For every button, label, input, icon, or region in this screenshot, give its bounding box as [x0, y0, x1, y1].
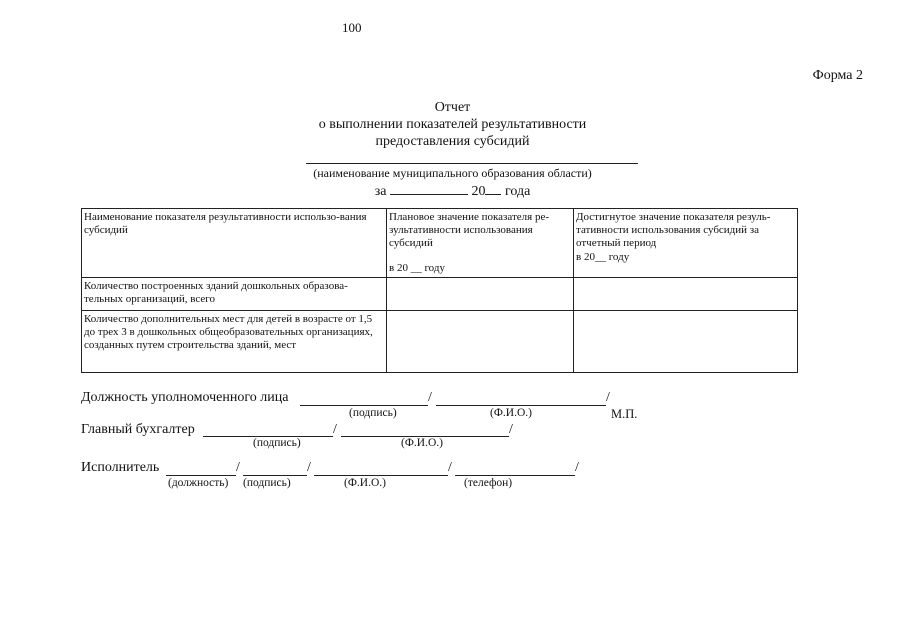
header-planned-year: в 20 __ году — [389, 262, 445, 274]
header-planned-text: Плановое значение показателя ре-зультативности использования субсидий — [389, 211, 550, 249]
slash-separator: / — [333, 422, 337, 437]
chief-accountant-label: Главный бухгалтер — [81, 422, 195, 437]
page-number: 100 — [342, 20, 362, 35]
executor-phone-line — [455, 475, 575, 476]
accountant-signature-caption: (подпись) — [253, 437, 301, 449]
executor-name-line — [314, 475, 448, 476]
slash-separator: / — [509, 422, 513, 437]
authorized-person-label: Должность уполномоченного лица — [81, 390, 289, 405]
authorized-name-line — [436, 405, 606, 406]
municipality-name-line — [306, 163, 638, 164]
executor-signature-caption: (подпись) — [243, 477, 291, 489]
slash-separator: / — [307, 460, 311, 475]
table-header-row — [82, 209, 798, 278]
header-achieved-value — [574, 209, 798, 278]
report-title: Отчет — [434, 100, 471, 115]
row-indicator-name: Количество дополнительных мест для детей в возрасте от 1,5 до трех 3 в дошкольных общеобразовательных организациях, созданных путем строительства зданий, мест — [82, 311, 387, 373]
period-suffix: года — [504, 184, 531, 199]
period-prefix: за — [374, 184, 387, 199]
municipality-name-caption: (наименование муниципального образования области) — [313, 166, 592, 180]
header-achieved-text: Достигнутое значение показателя резуль-тативности использования субсидий за отчетный период — [576, 211, 771, 249]
header-planned-value — [387, 209, 574, 278]
row-achieved-cell — [574, 311, 798, 373]
executor-label: Исполнитель — [81, 460, 160, 475]
period-year-prefix: 20 — [471, 184, 486, 199]
table-row — [82, 311, 798, 373]
row-planned-cell — [387, 278, 574, 311]
table-row — [82, 278, 798, 311]
indicators-table — [81, 208, 798, 373]
report-subtitle-2: предоставления субсидий — [375, 134, 530, 149]
slash-separator: / — [236, 460, 240, 475]
form-label: Форма 2 — [812, 68, 863, 83]
year-blank-line — [485, 181, 501, 195]
executor-name-caption: (Ф.И.О.) — [344, 477, 386, 489]
executor-position-caption: (должность) — [168, 477, 229, 489]
accountant-name-caption: (Ф.И.О.) — [401, 437, 443, 449]
executor-position-line — [166, 475, 236, 476]
executor-signature-line — [243, 475, 307, 476]
header-achieved-year: в 20__ году — [576, 251, 630, 263]
stamp-place-label: М.П. — [611, 407, 638, 421]
row-indicator-name: Количество построенных зданий дошкольных образова-тельных организаций, всего — [82, 278, 387, 311]
row-planned-cell — [387, 311, 574, 373]
report-subtitle-1: о выполнении показателей результативности — [318, 117, 587, 132]
slash-separator: / — [575, 460, 579, 475]
authorized-name-caption: (Ф.И.О.) — [490, 407, 532, 419]
slash-separator: / — [606, 390, 610, 405]
row-achieved-cell — [574, 278, 798, 311]
authorized-signature-line — [300, 405, 428, 406]
report-period — [0, 181, 905, 200]
header-indicator-name: Наименование показателя результативности использо-вания субсидий — [82, 209, 387, 278]
authorized-signature-caption: (подпись) — [349, 407, 397, 419]
executor-phone-caption: (телефон) — [464, 477, 513, 489]
slash-separator: / — [448, 460, 452, 475]
period-blank-line — [390, 181, 468, 195]
slash-separator: / — [428, 390, 432, 405]
